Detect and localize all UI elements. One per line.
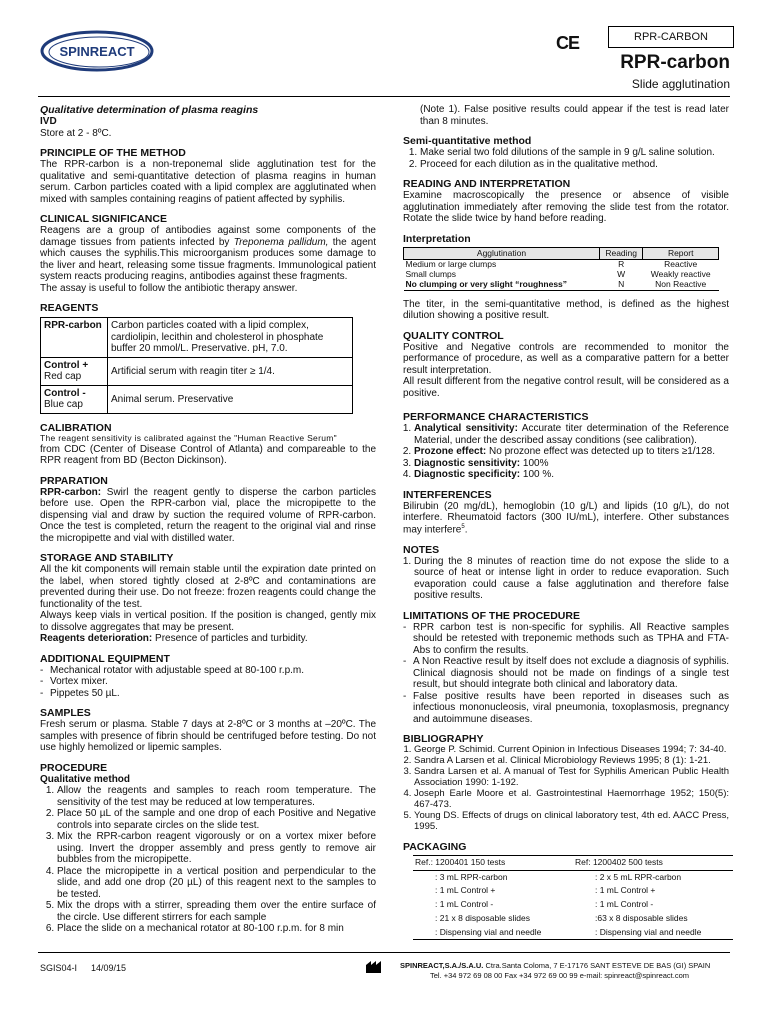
- reagents-table: [40, 317, 353, 414]
- reagent-name: Control + Red cap: [41, 357, 108, 385]
- table-row: [41, 318, 353, 358]
- preparation-title: PRPARATION: [40, 474, 108, 487]
- storage-text-2: Always keep vials in vertical position. If the position is changed, gently mix to dissolve aggregates that may be present.: [40, 610, 376, 633]
- list-item: 4. Joseph Earle Moore et al. Gastrointestinal Haemorrhage 1952; 150(5): 467-473.: [414, 789, 729, 811]
- limitations-title: LIMITATIONS OF THE PROCEDURE: [403, 609, 580, 622]
- table-row: : 3 mL RPR-carbon : 2 x 5 mL RPR-carbon: [435, 871, 682, 882]
- list-item: 1. Allow the reagents and samples to reach room temperature. The sensitivity of the test may be reduced at low temperatures.: [57, 785, 376, 808]
- reagent-desc: Carbon particles coated with a lipid complex, cardiolipin, lecithin and cholesterol in phosphate buffer 20 mmol/L. Preservative. pH, 7.0.: [108, 318, 353, 358]
- list-item: - False positive results have been reported in diseases such as infectious mononucleosis, viral pneumonia, toxoplasmosis, pregnancy and autoimmune diseases.: [413, 691, 729, 726]
- company-contact: Tel. +34 972 69 08 00 Fax +34 972 69 00 99 e-mail: spinreact@spinreact.com: [430, 971, 690, 980]
- product-subtitle: Slide agglutination: [631, 77, 730, 91]
- interferences-title: INTERFERENCES: [403, 488, 492, 501]
- qc-text-2: All result different from the negative control result, will be considered as a positive.: [403, 376, 729, 399]
- species-name: Treponema pallidum,: [233, 236, 329, 248]
- document-code: SGIS04-I: [40, 963, 78, 973]
- equipment-list: [40, 665, 376, 700]
- store-text: Store at 2 - 8ºC.: [40, 127, 112, 139]
- principle-text: The RPR-carbon is a non-treponemal slide agglutination test for the qualitative and semi-quantitative detection of plasma reagins in human serum. Carbon particles coated with a lipid complex are agglutinated when mixed with samples containing reagins of patient affected by syphilis.: [40, 159, 376, 205]
- reagent-desc: Artificial serum with reagin titer ≥ 1/4.: [108, 357, 353, 385]
- ce-mark: CE: [556, 33, 580, 53]
- list-item: 2. Place 50 µL of the sample and one drop of each Positive and Negative controls into separate circles on the slide test.: [57, 808, 376, 831]
- brand-text: SPINREACT: [59, 44, 135, 59]
- list-item: 3. Diagnostic sensitivity: 100%: [414, 458, 729, 470]
- list-item: 1. George P. Schimid. Current Opinion in Infectious Diseases 1994; 7: 34-40.: [414, 745, 729, 756]
- list-item: 2. Prozone effect: No prozone effect was detected up to titers ≥1/128.: [414, 446, 729, 458]
- table-row: [41, 357, 353, 385]
- table-row: Small clumps W Weakly reactive: [405, 269, 711, 280]
- semi-list: [403, 147, 729, 170]
- list-item: 1. Make serial two fold dilutions of the sample in 9 g/L saline solution.: [420, 147, 729, 159]
- header-divider: [38, 96, 730, 97]
- list-item: - A Non Reactive result by itself does not exclude a diagnosis of syphilis. Clinical diagnosis should not be made on findings of a single test result, but should integrate both clinical and laboratory data.: [413, 656, 729, 691]
- bibliography-title: BIBLIOGRAPHY: [403, 733, 484, 746]
- qc-text: Positive and Negative controls are recommended to monitor the performance of procedure, as well as a comparative pattern for a better result interpretation.: [403, 341, 729, 376]
- note-continuation: (Note 1). False positive results could appear if the test is read later than 8 minutes.: [420, 104, 729, 127]
- table-row: : 1 mL Control + : 1 mL Control +: [435, 885, 656, 896]
- calibration-text-2: from CDC (Center of Disease Control of Atlanta) and compareable to the RPR reagent from BD (Becton Dickinson).: [40, 443, 376, 467]
- table-row: Medium or large clumps R Reactive: [405, 259, 698, 270]
- reading-text: Examine macroscopically the presence or absence of visible agglutination immediately after removing the slide test from the rotator. Rotate the slide twice by hand before reading.: [403, 190, 729, 225]
- list-item: 5. Young DS. Effects of drugs on clinical laboratory test, 4th ed. AACC Press, 1995.: [414, 811, 729, 833]
- manufacturer-icon: [366, 961, 386, 973]
- reagent-name: RPR-carbon: [41, 318, 108, 358]
- left-column: [40, 104, 376, 935]
- equipment-title: ADDITIONAL EQUIPMENT: [40, 652, 170, 665]
- list-item: 6. Place the slide on a mechanical rotator at 80-100 r.p.m. for 8 min: [57, 923, 376, 935]
- procedure-title: PROCEDURE: [40, 761, 108, 774]
- ivd-label: IVD: [40, 116, 57, 128]
- storage-title: STORAGE AND STABILITY: [40, 552, 174, 565]
- reading-title: READING AND INTERPRETATION: [403, 178, 571, 191]
- performance-list: [403, 423, 729, 481]
- clinical-text: Reagens are a group of antibodies against some components of the damage tissues from patients infected by Treponema pallidum, the agent which causes the syphilis.This microorganism produces some damage to the liver and heart, releasing some tissue fragments. Immunological patient system reacts producing reagins, antibodies against these fragments.: [40, 225, 376, 283]
- packaging-title: PACKAGING: [403, 840, 467, 853]
- list-item: - RPR carbon test is non-specific for syphilis. All Reactive samples should be retested with treponemic methods such as TPHA and FTA-Abs to confirm the results.: [413, 622, 729, 657]
- qc-title: QUALITY CONTROL: [403, 329, 504, 342]
- notes-title: NOTES: [403, 543, 440, 556]
- interferences-text: Bilirubin (20 mg/dL), hemoglobin (10 g/L) and lipids (10 g/L), do not interfere. Rheumatoid factors (300 IU/mL), interfere. Other substances may interfere$^5$.: [403, 500, 729, 536]
- samples-text: Fresh serum or plasma. Stable 7 days at 2-8ºC or 3 months at –20ºC. The samples with presence of fibrin should be centrifuged before testing. Do not use highly hemolized or lipemic samples.: [40, 719, 376, 754]
- company-address: SPINREACT,S.A./S.A.U. Ctra.Santa Coloma, 7 E-17176 SANT ESTEVE DE BAS (GI) SPAIN: [400, 961, 711, 970]
- procedure-list: [40, 785, 376, 935]
- limitations-list: [403, 622, 729, 726]
- bibliography-list: [403, 745, 729, 832]
- footer-divider: [38, 952, 730, 953]
- list-item: 4. Place the micropipette in a vertical position and perpendicular to the slide, and add one drop (20 µL) of this reagent next to the samples to be tested.: [57, 866, 376, 901]
- interpretation-table: [403, 247, 719, 291]
- list-item: - Pippetes 50 µL.: [50, 688, 376, 700]
- principle-title: PRINCIPLE OF THE METHOD: [40, 147, 186, 160]
- list-item: 2. Proceed for each dilution as in the qualitative method.: [420, 159, 729, 171]
- storage-text: All the kit components will remain stable until the expiration date printed on the label, when stored tightly closed at 2-8ºC and contaminations are prevented during their use. Do not freeze: frozen reagents could change the functionality of the test.: [40, 564, 376, 610]
- table-row: [41, 385, 353, 413]
- list-item: 4. Diagnostic specificity: 100 %.: [414, 469, 729, 481]
- spinreact-logo: [40, 29, 154, 73]
- list-item: 3. Mix the RPR-carbon reagent vigorously or on a vortex mixer before using. Invert the dropper assembly and press gently to remove air bubbles from the micropipette.: [57, 831, 376, 866]
- clinical-title: CLINICAL SIGNIFICANCE: [40, 213, 167, 226]
- reagent-name: Control - Blue cap: [41, 385, 108, 413]
- reagent-desc: Animal serum. Preservative: [108, 385, 353, 413]
- notes-list: [403, 556, 729, 602]
- storage-text-3: Reagents deterioration: Presence of particles and turbidity.: [40, 633, 308, 645]
- list-item: 2. Sandra A Larsen et al. Clinical Microbiology Reviews 1995; 8 (1): 1-21.: [414, 756, 729, 767]
- table-row: No clumping or very slight “roughness” N Non Reactive: [404, 280, 719, 290]
- table-header-row: Ref.: 1200401 150 tests Ref: 1200402 500 tests: [413, 855, 733, 870]
- calibration-text: The reagent sensitivity is calibrated against the "Human Reactive Serum": [40, 432, 337, 443]
- calibration-title: CALIBRATION: [40, 421, 112, 434]
- list-item: 1. Analytical sensitivity: Accurate titer determination of the Reference Material, under the described assay conditions (see calibration).: [414, 423, 729, 446]
- preparation-text: RPR-carbon: Swirl the reagent gently to disperse the carbon particles before use. Open the RPR-carbon vial, place the micropipette to the dispensing vial and draw by suction the required volume of RPR-carbon. Once the test is completed, return the reagent to the original vial and rinse the micropipette and vial with distilled water.: [40, 486, 376, 544]
- right-column: [403, 104, 729, 940]
- list-item: 1. During the 8 minutes of reaction time do not expose the slide to a source of heat or intense light in order to reduce evaporation. Such evaporation could cause a false agglutination and therefore false positive results.: [414, 556, 729, 602]
- document-date: 14/09/15: [91, 963, 127, 973]
- list-item: 3. Sandra Larsen et al. A manual of Test for Syphilis American Public Health Association 1990: 1-192.: [414, 767, 729, 789]
- table-row: : Dispensing vial and needle : Dispensing vial and needle: [413, 926, 733, 940]
- table-header-row: Agglutination Reading Report: [404, 247, 719, 260]
- list-item: - Vortex mixer.: [50, 676, 376, 688]
- semi-title: Semi-quantitative method: [403, 135, 532, 147]
- packaging-table: [413, 855, 733, 941]
- list-item: 5. Mix the drops with a stirrer, spreading them over the entire surface of the circle. Use different stirrers for each sample: [57, 900, 376, 923]
- clinical-text-2: The assay is useful to follow the antibiotic therapy answer.: [40, 282, 298, 294]
- samples-title: SAMPLES: [40, 707, 91, 720]
- table-row: : 21 x 8 disposable slides :63 x 8 disposable slides: [435, 912, 688, 923]
- performance-title: PERFORMANCE CHARACTERISTICS: [403, 411, 589, 424]
- qualitative-heading: Qualitative determination of plasma reagins: [40, 104, 259, 116]
- product-title: RPR-carbon: [620, 52, 730, 73]
- product-code-box: RPR-CARBON: [608, 26, 734, 48]
- titer-text: The titer, in the semi-quantitative method, is defined as the highest dilution showing a positive result.: [403, 298, 729, 322]
- reagents-title: REAGENTS: [40, 302, 99, 315]
- table-row: : 1 mL Control - : 1 mL Control -: [435, 899, 654, 910]
- interpretation-title: Interpretation: [403, 232, 471, 245]
- list-item: - Mechanical rotator with adjustable speed at 80-100 r.p.m.: [50, 665, 376, 677]
- qualitative-method-title: Qualitative method: [40, 773, 131, 785]
